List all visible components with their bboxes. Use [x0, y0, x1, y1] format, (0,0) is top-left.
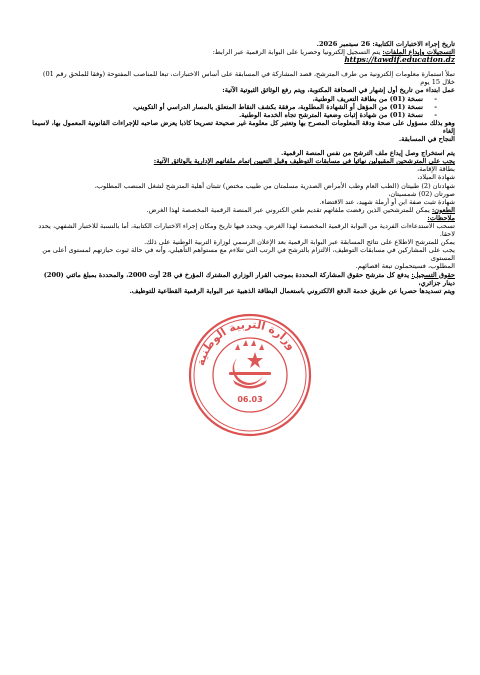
final-doc-1: بطاقة الإقامة،	[417, 165, 455, 174]
intro-line-1: تملأ استمارة معلومات إلكترونية من طرف المترشح، قصد المشاركة في المسابقة على أساس الاختبارات، تبعا للمناصب المفتوحة (وفقا للملحق رقم 01) خلال 15 يوم	[42, 70, 455, 87]
doc-item-3: -نسخة (01) من شهادة إثبات وضعية المترشح تجاه الخدمة الوطنية.	[238, 110, 437, 119]
fees-label: حقوق التسجيل:	[411, 270, 455, 279]
appeals-text: يمكن للمترشحين الذين رفضت ملفاتهم تقديم طعن الكتروني عبر المنصة الرقمية المخصصة لهذا الغرض.	[146, 205, 432, 214]
ministry-seal	[185, 310, 315, 440]
final-doc-3: شهادتان (2) طبيتان (الطب العام وطب الأمراض الصدرية مسلمتان من طبيب مختص) تثبتان أهلية المترشح لشغل المنصب المطلوب،	[94, 181, 455, 190]
final-doc-2: شهادة الميلاد،	[417, 173, 455, 182]
registration-text: يتم التسجيل إلكترونيا وحصريا على البوابة الرقمية عبر الرابط:	[212, 48, 383, 57]
note-line-1: تسحب الاستدعاءات الفردية من البوابة الرقمية المخصصة لهذا الغرض، ويحدد فيها تاريخ ومكان إجراء الاختبارات الكتابية، أما بالنسبة للاختبار الشفهي، يحدد لاحقا.	[38, 221, 455, 239]
appeals-label: الطعون:	[431, 205, 455, 214]
final-doc-5: شهادة تثبت صفة ابن أو أرملة شهيد، عند الاقتضاء.	[319, 197, 455, 206]
fees-line-1	[30, 271, 455, 287]
intro-line-2: عمل ابتداء من تاريخ أول إشهار في الصحافة المكتوبة، ويتم رفع الوثائق الثبوتية الآتية:	[222, 86, 455, 95]
doc-item-1: -نسخة (01) من بطاقة التعريف الوطنية،	[312, 94, 437, 103]
responsibility-line-1: وهو بذلك مسؤول على صحة ودقة المعلومات المصرح بها وتعتبر كل معلومة غير صحيحة تصريحا كاذبا يعرض صاحبه للإجراءات القانونية المعمول بها، لاسيما إلغاء	[32, 118, 455, 135]
fees-text: يدفع كل مترشح حقوق المشاركة المحددة بموجب القرار الوزاري المشترك المؤرخ في 28 أوت 2000، والمحددة بمبلغ مائتي (200) دينار جزائري،	[43, 270, 455, 287]
registration-link[interactable]: https://tawdif.education.dz	[344, 55, 455, 65]
responsibility-line-2: النجاح في المسابقة.	[398, 135, 455, 144]
exam-date: تاريخ إجراء الاختبارات الكتابية: 26 سبتمبر 2026.	[316, 40, 455, 48]
note-line-2: يمكن للمترشح الاطلاع على نتائج المسابقة عبر البوابة الرقمية بعد الإعلان الرسمي لوزارة التربية الوطنية على ذلك.	[144, 238, 455, 247]
seal-code: 06.03	[237, 395, 263, 404]
fees-line-2: ويتم تسديدها حصريا عن طريق خدمة الدفع الالكتروني باستعمال البطاقة الذهبية عبر البوابة الرقمية القطاعية للتوظيف.	[129, 286, 455, 295]
seal-ring-text: وزارة التربية الوطنية	[194, 317, 299, 367]
doc-item-2: -نسخة (01) من المؤهل أو الشهادة المطلوبة، مرفقة بكشف النقاط المتعلق بالمسار الدراسي أو التكويني،	[132, 102, 437, 111]
seal-stamp-icon	[185, 310, 315, 440]
final-docs-heading: يجب على المترشحين المقبولين نهائيا في مسابقات التوظيف وقبل التعيين إتمام ملفاتهم الإدارية بالوثائق الآتية:	[153, 157, 455, 166]
note-line-3: يجب على المشاركين في مسابقات التوظيف، الالتزام بالترشح في الرتب التي تتلاءم مع مستواهم التأهيلي، وأنه في حالة ثبوت حيازتهم لمستوى أعلى من المستوى	[42, 246, 455, 263]
note-line-4: المطلوب، فسيتحملون تبعة اقصائهم.	[355, 262, 455, 271]
document-body	[30, 40, 455, 295]
registration-label: التسجيلات وإيداع الملفات:	[382, 48, 455, 57]
final-doc-4: صورتان (02) شمسيتان،	[388, 189, 455, 198]
appeals-line	[30, 206, 455, 214]
notes-heading: ملاحظات:	[427, 213, 455, 222]
registration-url-line	[30, 56, 455, 64]
receipt-line: يتم استخراج وصل إيداع ملف الترشح من نفس المنصة الرقمية.	[281, 149, 455, 158]
